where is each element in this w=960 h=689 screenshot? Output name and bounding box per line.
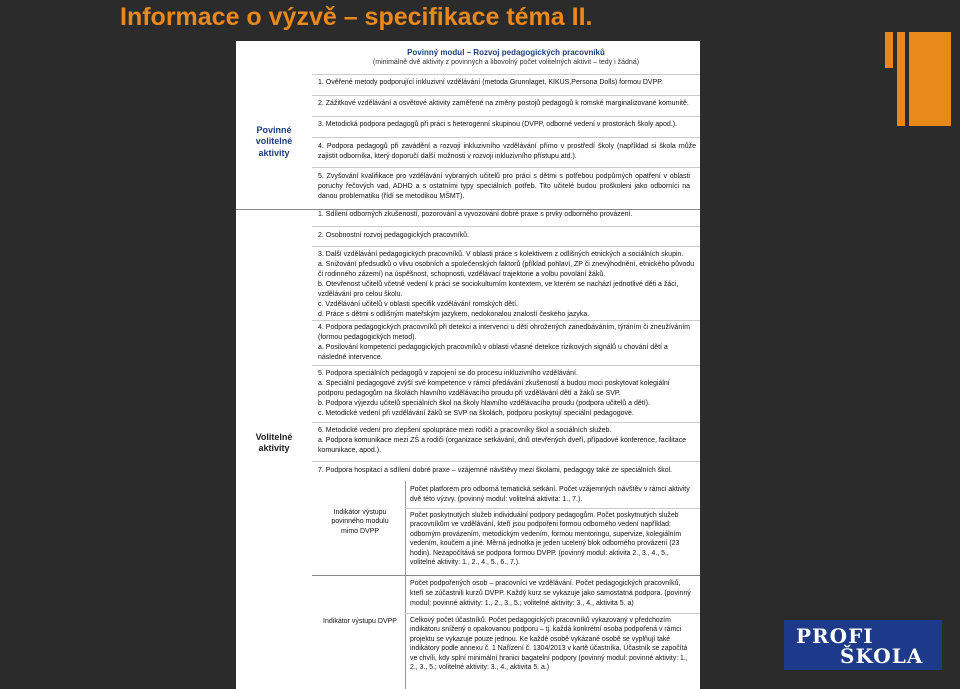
optional-item-4: 4. Podpora pedagogických pracovníků při detekci a intervenci u dětí ohrožených zanedbáváním, týráním či zneužíváním (formou pedagogických metod). a. Posilování kompetencí pedagogických pracovníků v oblasti včasné detekce rizikových signálů u chování dětí a následné intervence. xyxy=(318,324,690,361)
row-separator xyxy=(405,613,700,614)
profi-skola-logo xyxy=(784,620,942,670)
row-separator xyxy=(312,95,700,96)
row-separator xyxy=(312,422,700,423)
row-separator xyxy=(312,226,700,227)
optional-item-2: 2. Osobnostní rozvoj pedagogických pracovníků. xyxy=(318,232,469,239)
label-separator xyxy=(236,209,312,210)
optional-item-6: 6. Metodické vedení pro zlepšení spolupráce mezi rodiči a pracovníky škol a sociálních služeb. a. Podpora komunikace mezi ZŠ a rodiči (organizace setkávání, dnů otevřených dveří, případové konference, facilitace komunikace, apod.). xyxy=(318,427,687,454)
optional-item-3: 3. Další vzdělávání pedagogických pracovníků. V oblasti práce s kolektivem z odlišných etnických a sociálních skupin. a. Snižování předsudků o vlivu osobních a společenských faktorů (příklad pohlaví, ZP či znevýhodnění, etnického původu či rodinného zázemí) na úspěšnost, schopnosti, vzdělávací trajektorie a volbu povolání žáků. b. Otevřenost učitelů včetně vedení k práci se sociokulturním kontextem, ve kterém se nachází jednotlivé děti a žáci, vzdělávání pro celou školu. c. Vzdělávání učitelů v oblasti specifik vzdělávání romských dětí. d. Práce s dětmi s odlišným mateřským jazykem, nedokonalou znalostí českého jazyka. xyxy=(318,251,695,318)
mandatory-item-2: 2. Zážitkové vzdělávání a osvětové aktivity zaměřené na změny postojů pedagogů k romské marginalizované komunitě. xyxy=(318,100,689,107)
optional-item-7: 7. Podpora hospitací a sdílení dobré praxe – vzájemné návštěvy mezi školami, pedagogy také ze speciálních škol. xyxy=(318,467,673,474)
mandatory-item-1: 1. Ověřené metody podporující inkluzivní vzdělávání (metoda Grunnlaget, KIKUS,Persona Dolls) formou DVPP. xyxy=(318,79,663,86)
decor-bar-1 xyxy=(885,32,893,68)
mandatory-item-5: 5. Zvyšování kvalifikace pro vzdělávání vybraných učitelů pro práci s dětmi s potřebou podpůrných opatření v oblasti poruchy řečových vad, ADHD a s ostatními typy speciálních potřeb. Tito učitelé budou proškoleni jako odborníci na danou problematiku (řídí se metodikou MŠMT). xyxy=(318,173,690,200)
row-separator xyxy=(312,74,700,75)
indicator-label-2: Indikátor výstupu DVPP xyxy=(323,618,397,625)
indicator-1-text-1: Počet platforem pro odborná tematická setkání. Počet vzájemných návštěv v rámci aktivity dvě této výzvy. (povinný modul: volitelná aktivita: 1., 7.). xyxy=(410,486,690,503)
row-label-optional: Volitelné aktivity xyxy=(255,432,293,454)
indicator-column-separator xyxy=(405,481,406,689)
row-separator xyxy=(312,246,700,247)
logo-line-2: ŠKOLA xyxy=(840,644,924,668)
row-separator xyxy=(312,116,700,117)
indicator-1-text-2: Počet poskytnutých služeb individuální podpory pedagogům. Počet poskytnutých služeb pracovníkům ve vzdělávání, kteří jsou podpořeni formou odborného vedení například: odborným provázením, metodickým vedením, formou mentoringu, supervize, kolegiálním vedením, koučem a jiné. Měrná jednotka je jeden ucelený blok odborného provázení (23 hodin). Nezapočítává se podpora formou DVPP. (povinný modul: aktivita 2., 3., 4., 5., volitelné aktivity: 1., 2., 4., 5., 6., 7.). xyxy=(410,512,682,566)
mandatory-item-3: 3. Metodická podpora pedagogů při práci s heterogenní skupinou (DVPP, odborné vedení v prostorách školy apod.). xyxy=(318,121,678,128)
decor-bar-2 xyxy=(897,32,905,126)
logo-line-1: PROFI xyxy=(796,624,874,648)
decor-bar-3 xyxy=(909,32,951,126)
header-subtitle: (minimálně dvě aktivity z povinných a libovolný počet volitelných aktivit – tedy i žádná) xyxy=(372,59,640,66)
row-separator xyxy=(312,365,700,366)
indicator-2-text-2: Celkový počet účastníků. Počet pedagogických pracovníků vykazovaný v předchozím indikátoru snížený o opakovanou podporu – tj. každá konkrétní osoba podpořená v rámci projektu se vykazuje pouze jednou. Ke každé osobě vykázané osobě se vyplňují také indikátory podle annexu č. 1 Nařízení č. 1304/2013 v kartě účastníka. Účastník se započítá ve chvíli, kdy splní minimální hranici bagatelní podpory (povinný modul: povinné aktivity: 1., 2., 3., 5.; volitelné aktivity: 3., 4., aktivita 5. a.) xyxy=(410,617,688,671)
optional-item-5: 5. Podpora speciálních pedagogů v zapojení se do procesu inkluzivního vzdělávání. a. Speciální pedagogové zvýší své kompetence v rámci předávání zkušeností a budou moci poskytovat kolegiální podporu pedagogům na školách hlavního vzdělávacího proudu při vzdělávání dětí a žáků se SVP. b. Podpora výjezdu učitelů speciálních škol na školy hlavního vzdělávacího proudu (podpora učitelů a dětí). c. Metodické vedení při vzdělávání žáků se SVP na školách, podporu poskytují speciální pedagogové. xyxy=(318,370,670,417)
slide-title: Informace o výzvě – specifikace téma II. xyxy=(120,3,593,31)
indicator-separator xyxy=(312,575,700,576)
row-separator xyxy=(312,167,700,168)
indicator-2-text-1: Počet podpořených osob – pracovníci ve vzdělávání. Počet pedagogických pracovníků, kteří se zúčastnili kurzů DVPP. Každý kurz se vykazuje jako samostatná podpora. (povinný modul: povinné aktivity: 1., 2., 3., 5.; volitelné aktivity: 3., 4., aktivita 5. a) xyxy=(410,580,691,607)
row-separator xyxy=(312,461,700,462)
row-label-mandatory: Povinné volitelné aktivity xyxy=(255,125,293,158)
row-separator xyxy=(312,137,700,138)
row-separator xyxy=(312,320,700,321)
row-separator xyxy=(405,508,700,509)
header-title: Povinný modul – Rozvoj pedagogických pracovníků xyxy=(407,48,605,57)
mandatory-item-4: 4. Podpora pedagogů při zavádění a rozvoji inkluzivního vzdělávání přímo v prostředí školy (například si škola může zajistit odborníka, který doporučí další možnosti v rozvoji inkluzivního přístupu atd.). xyxy=(318,143,696,160)
indicator-label-1: Indikátor výstupu povinného modulu mimo DVPP xyxy=(331,509,389,535)
optional-item-1: 1. Sdílení odborných zkušeností, pozorování a vyvozování dobré praxe s prvky odborného provázení. xyxy=(318,211,633,218)
